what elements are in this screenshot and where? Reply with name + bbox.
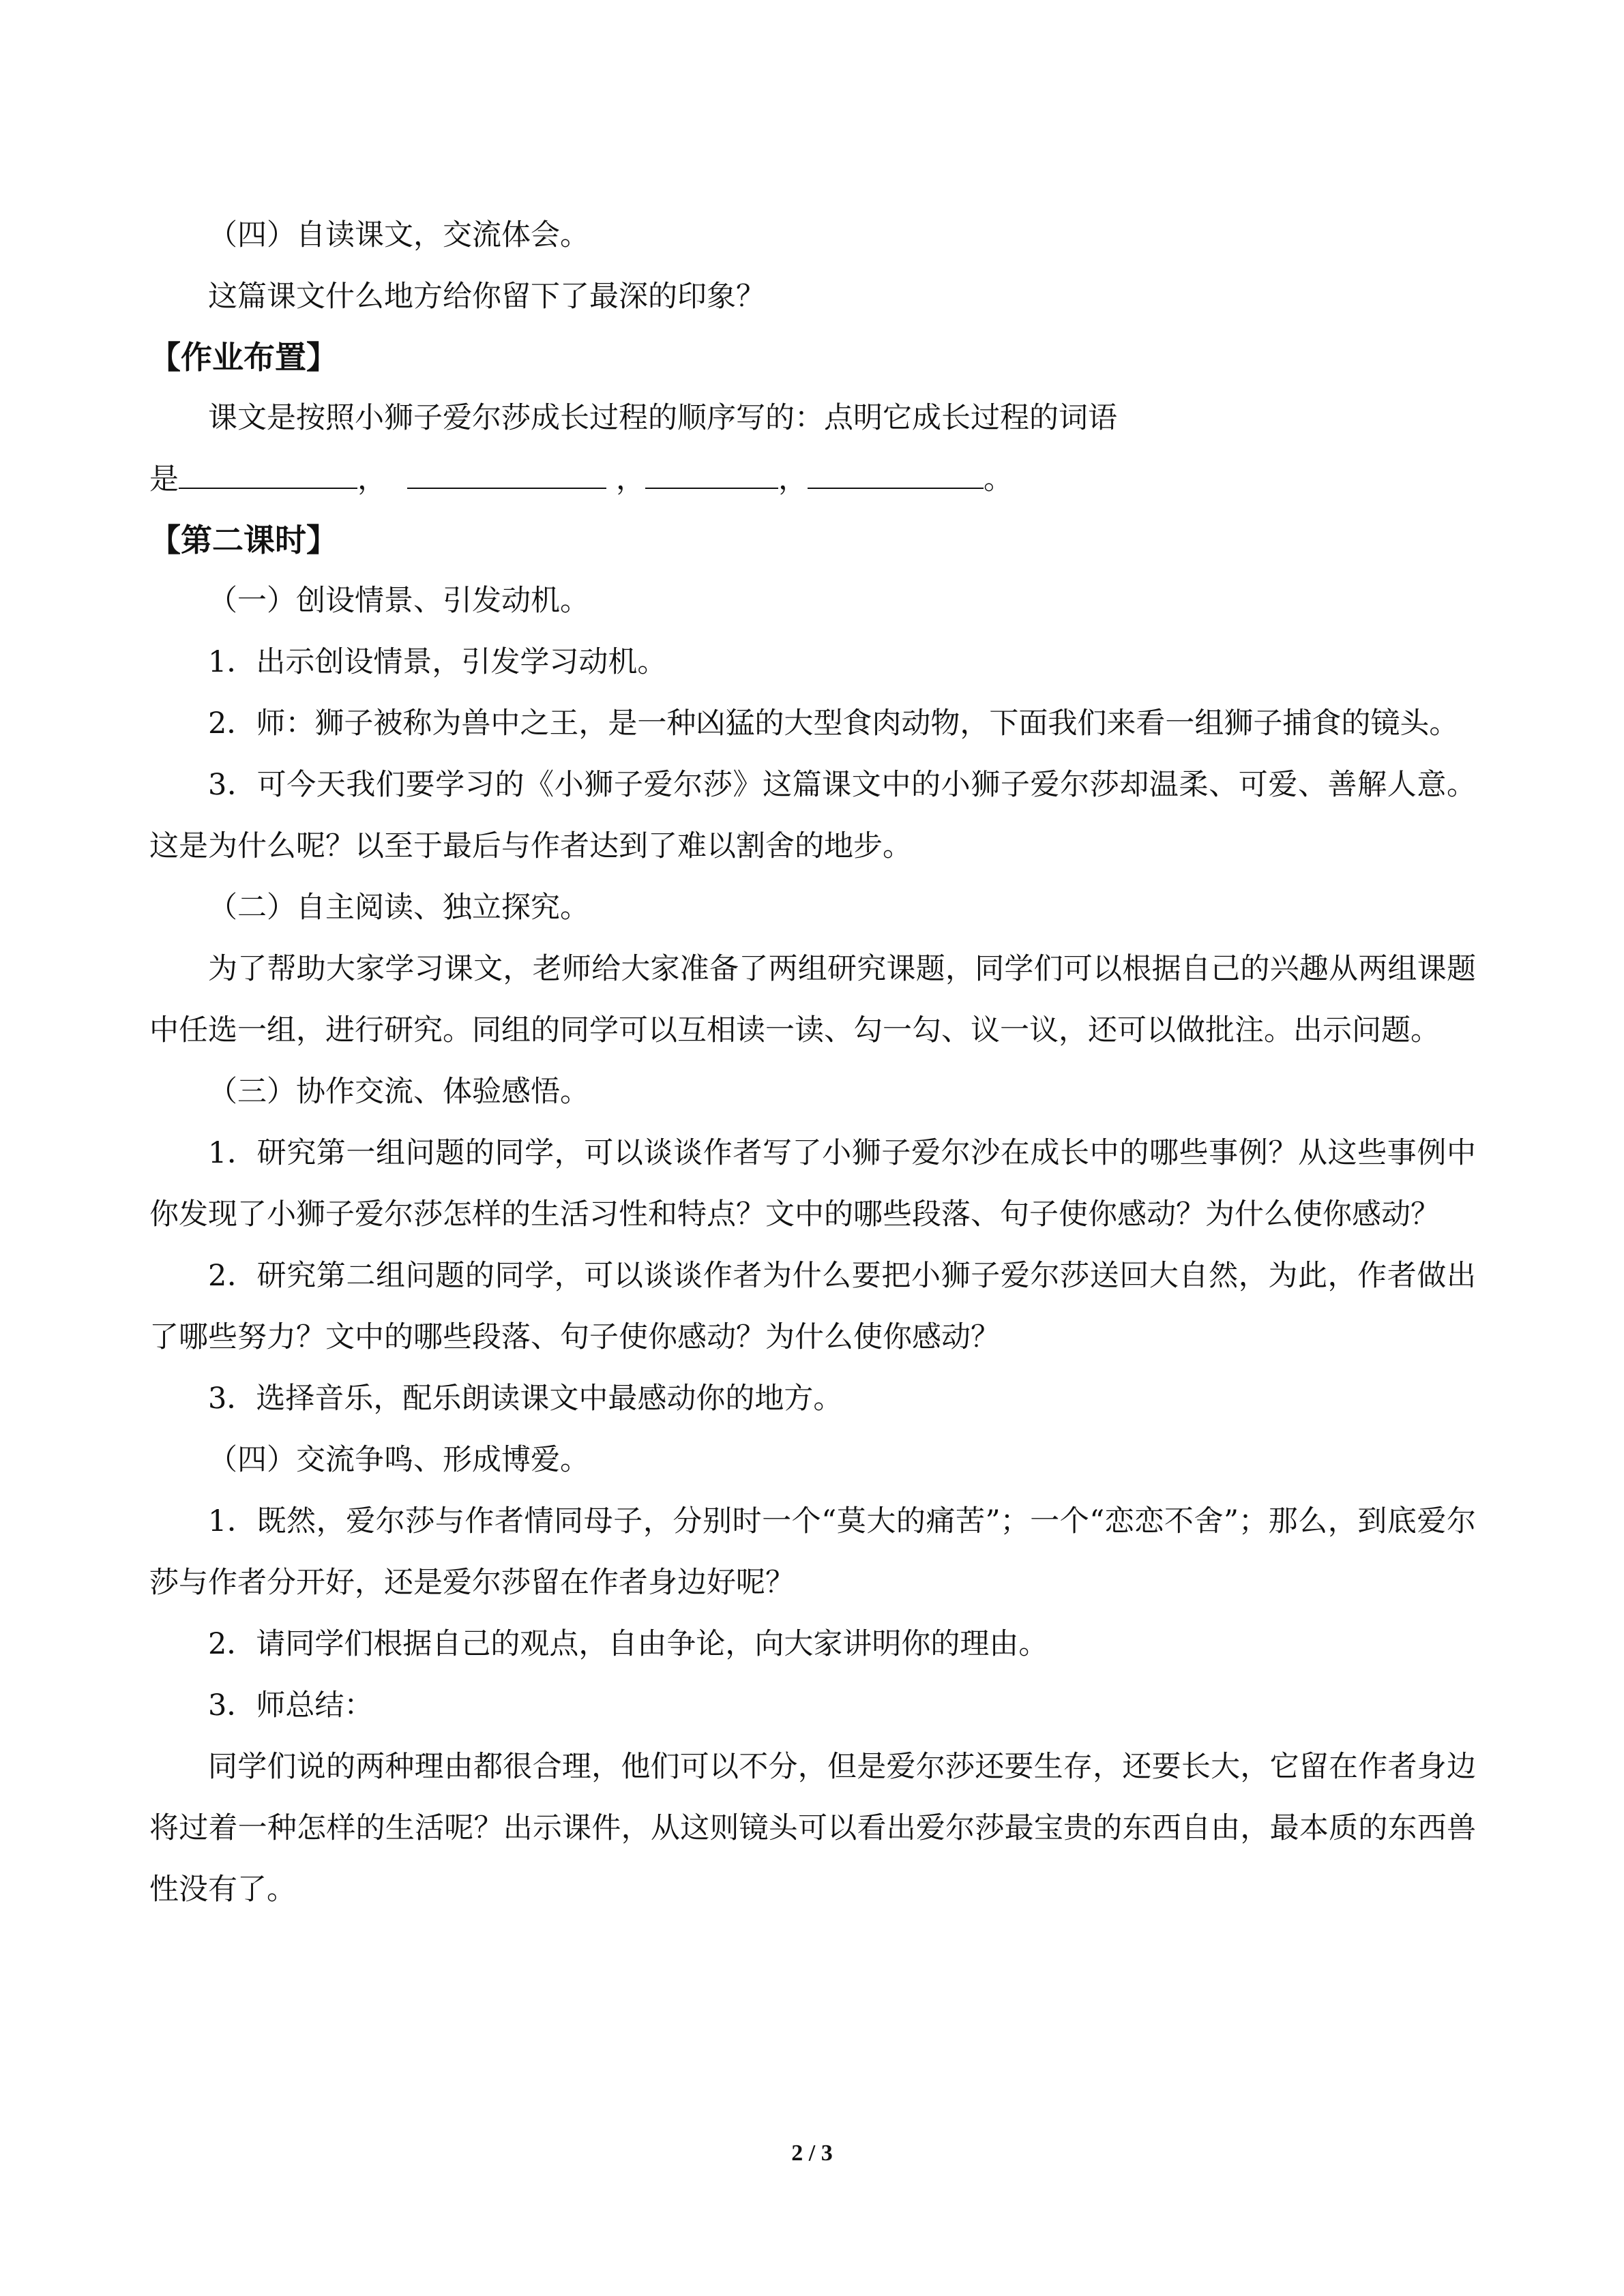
document-page bbox=[149, 205, 1476, 1920]
answer-blank-3 bbox=[645, 460, 778, 489]
section-heading-motivation: （一）创设情景、引发动机。 bbox=[208, 584, 589, 618]
paragraph-s3-2: 2．研究第二组问题的同学，可以谈谈作者为什么要把小狮子爱尔莎送回大自然，为此，作者做出了哪些努力？文中的哪些段落、句子使你感动？为什么使你感动？ bbox=[149, 1259, 1476, 1354]
paragraph-impression-question: 这篇课文什么地方给你留下了最深的印象？ bbox=[208, 280, 765, 314]
answer-blank-2 bbox=[407, 460, 606, 489]
homework-paragraph: 课文是按照小狮子爱尔莎成长过程的顺序写的：点明它成长过程的词语 bbox=[208, 401, 1117, 435]
paragraph-s4-text: 同学们说的两种理由都很合理，他们可以不分，但是爱尔莎还要生存，还要长大，它留在作者身边将过着一种怎样的生活呢？出示课件，从这则镜头可以看出爱尔莎最宝贵的东西自由，最本质的东西兽性没有了。 bbox=[149, 1750, 1476, 1907]
page-number: 2 / 3 bbox=[791, 2141, 833, 2166]
section-heading-discussion: （四）交流争鸣、形成博爱。 bbox=[208, 1443, 589, 1477]
paragraph-s2-text: 为了帮助大家学习课文，老师给大家准备了两组研究课题，同学们可以根据自己的兴趣从两组课题中任选一组，进行研究。同组的同学可以互相读一读、勾一勾、议一议，还可以做批注。出示问题。 bbox=[149, 952, 1476, 1047]
homework-heading: 【作业布置】 bbox=[149, 339, 338, 376]
section-heading-collaboration: （三）协作交流、体验感悟。 bbox=[208, 1075, 589, 1109]
paragraph-s4-1: 1．既然，爱尔莎与作者情同母子，分别时一个“莫大的痛苦”；一个“恋恋不舍”；那么，到底爱尔莎与作者分开好，还是爱尔莎留在作者身边好呢？ bbox=[149, 1504, 1476, 1600]
blank-line-lead: 是 bbox=[149, 462, 179, 496]
answer-blank-1 bbox=[179, 460, 357, 489]
section-heading-independent-reading: （二）自主阅读、独立探究。 bbox=[208, 891, 589, 925]
paragraph-s1-1: 1．出示创设情景，引发学习动机。 bbox=[208, 645, 667, 679]
paragraph-s4-2: 2．请同学们根据自己的观点，自由争论，向大家讲明你的理由。 bbox=[208, 1627, 1048, 1661]
blank-line-end: 。 bbox=[984, 462, 1013, 496]
paragraph-s1-3: 3．可今天我们要学习的《小狮子爱尔莎》这篇课文中的小狮子爱尔莎却温柔、可爱、善解人意。这是为什么呢？以至于最后与作者达到了难以割舍的地步。 bbox=[149, 768, 1476, 863]
answer-blank-4 bbox=[808, 460, 984, 489]
blank-separator-3: ， bbox=[778, 462, 808, 496]
section-heading-read: （四）自读课文，交流体会。 bbox=[208, 218, 589, 252]
blank-separator-1: ， bbox=[357, 462, 387, 496]
lesson-two-heading: 【第二课时】 bbox=[149, 522, 338, 558]
fill-in-blank-line bbox=[149, 449, 1476, 510]
paragraph-s4-3: 3．师总结： bbox=[208, 1688, 374, 1723]
paragraph-s3-1: 1．研究第一组问题的同学，可以谈谈作者写了小狮子爱尔沙在成长中的哪些事例？从这些事例中你发现了小狮子爱尔莎怎样的生活习性和特点？文中的哪些段落、句子使你感动？为什么使你感动？ bbox=[149, 1136, 1476, 1232]
blank-separator-2: ， bbox=[616, 462, 645, 496]
paragraph-s1-2: 2．师：狮子被称为兽中之王，是一种凶猛的大型食肉动物，下面我们来看一组狮子捕食的镜头。 bbox=[208, 706, 1459, 741]
paragraph-s3-3: 3．选择音乐，配乐朗读课文中最感动你的地方。 bbox=[208, 1382, 843, 1416]
